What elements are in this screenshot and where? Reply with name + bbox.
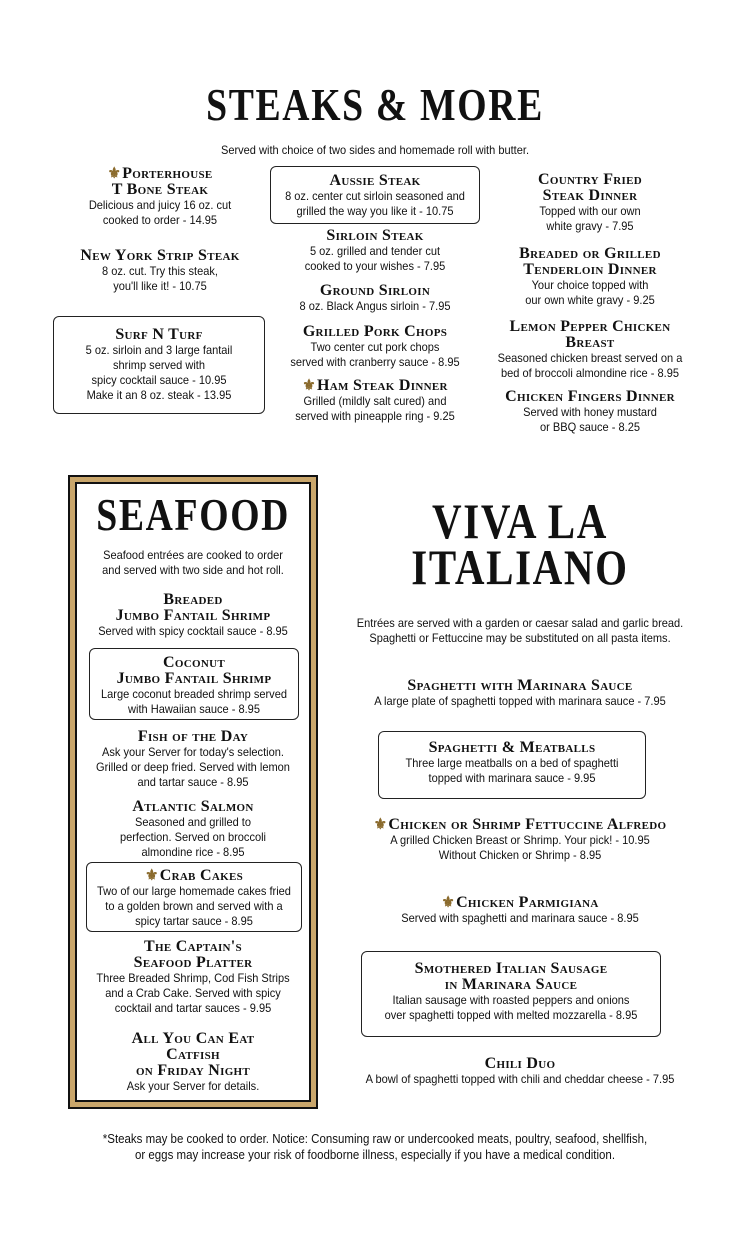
menu-item-lemon-pepper-chicken: Lemon Pepper Chicken Breast Seasoned chicken breast served on a bed of broccoli almondine rice - 8.95 <box>497 318 683 380</box>
menu-item-fish-of-the-day: Fish of the Day Ask your Server for today's selection. Grilled or deep fried. Served with lemon and tartar sauce - 8.95 <box>96 728 290 789</box>
menu-item-smothered-sausage: Smothered Italian Sausage in Marinara Sauce Italian sausage with roasted peppers and onions over spaghetti topped with melted mozzarella - 8.95 <box>361 951 661 1037</box>
menu-item-chicken-parmigiana: ⚜Chicken Parmigiana Served with spaghetti and marinara sauce - 8.95 <box>401 894 639 925</box>
menu-item-breaded-shrimp: Breaded Jumbo Fantail Shrimp Served with spicy cocktail sauce - 8.95 <box>98 591 288 638</box>
fleur-de-lis-icon: ⚜ <box>441 895 456 911</box>
menu-item-chicken-fingers: Chicken Fingers Dinner Served with honey mustard or BBQ sauce - 8.25 <box>505 388 675 434</box>
fleur-de-lis-icon: ⚜ <box>373 817 388 833</box>
menu-item-chili-duo: Chili Duo A bowl of spaghetti topped with chili and cheddar cheese - 7.95 <box>365 1055 675 1086</box>
menu-item-ground-sirloin: Ground Sirloin 8 oz. Black Angus sirloin - 7.95 <box>299 282 451 313</box>
menu-item-captains-platter: The Captain's Seafood Platter Three Breaded Shrimp, Cod Fish Strips and a Crab Cake. Served with spicy cocktail and tartar sauces - 9.95 <box>96 938 290 1015</box>
menu-item-tenderloin-dinner: Breaded or Grilled Tenderloin Dinner Your choice topped with our own white gravy - 9.25 <box>519 245 661 307</box>
steaks-title: STEAKS & MORE <box>206 79 544 130</box>
menu-item-fettuccine-alfredo: ⚜Chicken or Shrimp Fettuccine Alfredo A grilled Chicken Breast or Shrimp. Your pick! - 10.95 Without Chicken or Shrimp - 8.95 <box>373 816 667 862</box>
menu-item-porterhouse: ⚜Porterhouse T Bone Steak Delicious and juicy 16 oz. cut cooked to order - 14.95 <box>88 165 232 227</box>
menu-item-coconut-shrimp: Coconut Jumbo Fantail Shrimp Large coconut breaded shrimp served with Hawaiian sauce - 8.95 <box>89 648 299 720</box>
italian-subtitle: Entrées are served with a garden or caesar salad and garlic bread. Spaghetti or Fettuccine may be substituted on all pasta items. <box>356 616 684 645</box>
menu-item-spaghetti-marinara: Spaghetti with Marinara Sauce A large plate of spaghetti topped with marinara sauce - 7.95 <box>374 677 666 708</box>
fleur-de-lis-icon: ⚜ <box>144 868 159 884</box>
menu-item-atlantic-salmon: Atlantic Salmon Seasoned and grilled to perfection. Served on broccoli almondine rice - 8.95 <box>119 798 267 859</box>
italian-title-line-1: VIVA LA <box>432 493 608 549</box>
menu-item-surf-n-turf: Surf N Turf 5 oz. sirloin and 3 large fantail shrimp served with spicy cocktail sauce - 10.95 Make it an 8 oz. steak - 13.95 <box>53 316 265 414</box>
seafood-title: SEAFOOD <box>96 489 291 540</box>
menu-item-grilled-pork-chops: Grilled Pork Chops Two center cut pork chops served with cranberry sauce - 8.95 <box>290 323 460 369</box>
menu-item-new-york-strip: New York Strip Steak 8 oz. cut. Try this steak, you'll like it! - 10.75 <box>80 247 240 293</box>
menu-item-sirloin-steak: Sirloin Steak 5 oz. grilled and tender cut cooked to your wishes - 7.95 <box>304 227 446 273</box>
fleur-de-lis-icon: ⚜ <box>107 166 122 182</box>
menu-item-all-you-can-eat-catfish: All You Can Eat Catfish on Friday Night Ask your Server for details. <box>126 1030 260 1093</box>
menu-item-country-fried-steak: Country Fried Steak Dinner Topped with our own white gravy - 7.95 <box>537 171 642 233</box>
menu-item-aussie-steak: Aussie Steak 8 oz. center cut sirloin seasoned and grilled the way you like it - 10.75 <box>270 166 480 224</box>
menu-item-ham-steak-dinner: ⚜Ham Steak Dinner Grilled (mildly salt cured) and served with pineapple ring - 9.25 <box>295 377 455 423</box>
steaks-subtitle: Served with choice of two sides and homemade roll with butter. <box>220 143 530 157</box>
menu-item-crab-cakes: ⚜Crab Cakes Two of our large homemade cakes fried to a golden brown and served with a spicy tartar sauce - 8.95 <box>86 862 302 932</box>
menu-item-spaghetti-meatballs: Spaghetti & Meatballs Three large meatballs on a bed of spaghetti topped with marinara sauce - 9.95 <box>378 731 646 799</box>
italian-title-line-2: ITALIANO <box>411 539 629 595</box>
footer-notice: *Steaks may be cooked to order. Notice: Consuming raw or undercooked meats, poultry, seafood, shellfish, or eggs may increase your risk of foodborne illness, especially if you have a medical condition. <box>102 1132 648 1162</box>
fleur-de-lis-icon: ⚜ <box>302 378 317 394</box>
seafood-subtitle: Seafood entrées are cooked to order and served with two side and hot roll. <box>102 548 284 577</box>
